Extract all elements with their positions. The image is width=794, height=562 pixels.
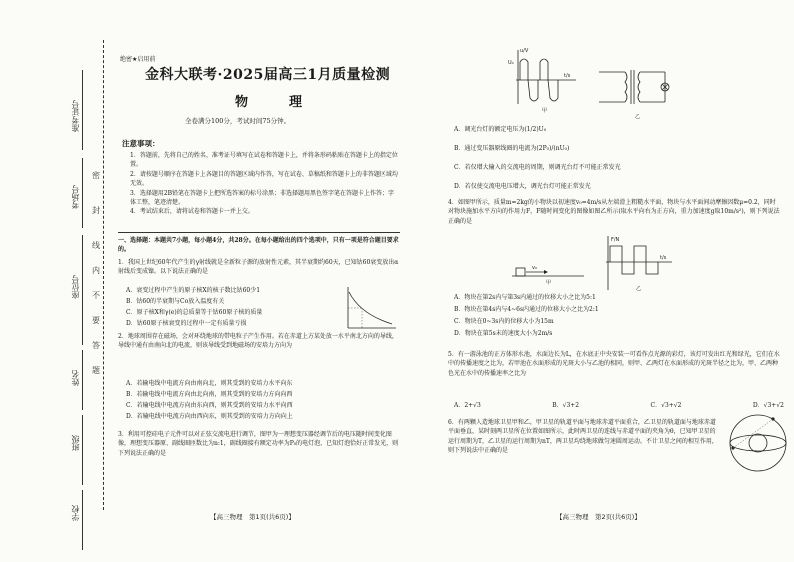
option-a: A．2+√3 bbox=[454, 402, 481, 409]
figure-label-b: 乙 bbox=[635, 114, 641, 120]
cut-char: 内 bbox=[92, 266, 100, 275]
binding-strip bbox=[0, 30, 112, 530]
cut-char: 线 bbox=[92, 241, 100, 250]
figure-label-b: 乙 bbox=[636, 286, 642, 292]
page-2-footer: 【高三物理 第2页(共6页)】 bbox=[556, 513, 641, 521]
cut-char: 密 bbox=[92, 171, 100, 180]
option-c: C．若输电线中电流方向由东向西，则其受到的安培力水平向西 bbox=[126, 402, 293, 409]
subject-title: 物 理 bbox=[235, 95, 317, 110]
figure-label-a: 甲 bbox=[542, 108, 548, 114]
note-item: 3．选择题用2B铅笔在答题卡上把所选答案的标号涂黑；非选择题用黑色签字笔在答题卡上作答；字体工整，笔迹清楚。 bbox=[130, 189, 395, 207]
v0-label: v₀ bbox=[532, 265, 537, 271]
f-axis-label: F/N bbox=[611, 237, 620, 243]
option-a: A．衰变过程中产生的原子核X的核子数比钴60少1 bbox=[126, 287, 261, 294]
secret-mark: 绝密★启用前 bbox=[120, 56, 156, 63]
cut-char: 答 bbox=[92, 341, 100, 350]
question-3-stem: 3．利用可控硅电子元件可以对正弦交流电进行调节，图甲为一理想变压器经调节后的电压随时间变化图像，理想变压器原、副线圈匝数比为n:1，副线圈接有额定功率为P₀的电灯泡，已知灯泡恰好正常发光，则下列说法正确的是 bbox=[118, 431, 399, 457]
option-c: C．原子核X和γ(e)的总质量等于钴60原子核的质量 bbox=[126, 309, 263, 316]
option-b: B．√3+2 bbox=[552, 402, 580, 409]
option-d: D．若仅使交流电电压增大，调光台灯可能正常发光 bbox=[454, 183, 591, 190]
question-1-options bbox=[126, 285, 346, 329]
question-1-stem: 1．我国上世纪60年代产生的γ射线就是全新粒子源的放射性元素，其半衰期约60天，已知钴60衰变放出α射线后变成镍。以下说法正确的是 bbox=[118, 259, 399, 276]
satellite-orbit-figure bbox=[725, 410, 791, 476]
figure-label-a: 甲 bbox=[546, 280, 552, 286]
blank-line bbox=[82, 415, 83, 485]
blank-line bbox=[82, 235, 83, 345]
question-4-options bbox=[454, 292, 784, 340]
question-5-stem: 5．有一游泳池的正方体形水池，水面边长为L，在水底正中央安装一可看作点光源的彩灯，该灯可发出红光和绿光，它们在水中的传播速度之比为，若甲池在水面形成的光斑大小与乙池的相同，则甲、乙两灯在水面形成的光斑半径之比为，甲、乙两种色光在水中的传播速率之比为 bbox=[448, 351, 780, 377]
force-time-graph bbox=[600, 234, 674, 292]
exam-number-label: 准考证号 bbox=[71, 100, 80, 132]
notes-heading: 注意事项： bbox=[122, 139, 160, 148]
t-axis-label: t/s bbox=[564, 73, 571, 79]
name-label: 姓名 bbox=[71, 370, 80, 386]
cut-char: 题 bbox=[92, 366, 100, 375]
u-axis-label: u/V bbox=[520, 48, 529, 54]
voltage-waveform-figure bbox=[508, 46, 578, 114]
exam-title: 金科大联考·2025届高三1月质量检测 bbox=[145, 67, 391, 83]
blank-line bbox=[82, 490, 83, 550]
block-on-surface-figure bbox=[510, 262, 586, 284]
notes-section bbox=[122, 138, 398, 217]
note-item: 1．答题前，先将自己的姓名、准考证号填写在试卷和答题卡上，并将条形码粘贴在答题卡上的指定位置。 bbox=[130, 152, 398, 169]
section-heading: 一、选择题：本题共7小题，每小题4分，共28分。在每小题给出的四个选项中，只有一项是符合题目要求的。 bbox=[118, 237, 399, 254]
cut-char: 要 bbox=[92, 316, 100, 325]
exam-meta: 全卷满分100分，考试时间75分钟。 bbox=[185, 117, 291, 125]
option-d: D．√3+√2 bbox=[752, 402, 784, 409]
option-a: A．若输电线中电流方向由南向北，则其受到的安培力水平向东 bbox=[126, 380, 293, 387]
class-label: 班级 bbox=[71, 435, 80, 451]
school-label: 学校 bbox=[71, 505, 80, 521]
option-a: A．调光台灯的额定电压为(1/2)U₀ bbox=[454, 126, 547, 133]
u0-label: U₀ bbox=[508, 60, 514, 66]
option-b: B．通过变压器原线圈的电流为(2P₀)/(nU₀) bbox=[454, 145, 570, 152]
question-2-stem: 2．地球周围存在磁场，会对环绕地球的带电粒子产生作用。若在赤道上方某处放一水平南北方向的导线，导线中通有由南向北的电流，则该导线受到地磁场的安培力方向为 bbox=[118, 333, 398, 350]
option-d: D．物块在第5s末的速度大小为2m/s bbox=[454, 330, 553, 337]
option-a: A．物块在第2s内与第3s内通过的位移大小之比为5:1 bbox=[454, 294, 596, 301]
page-1-footer: 【高三物理 第1页(共6页)】 bbox=[210, 513, 295, 521]
option-c: C．√3+√2 bbox=[650, 402, 682, 409]
room-number-label: 考场号 bbox=[71, 185, 80, 209]
decay-curve-figure bbox=[340, 284, 398, 334]
blank-line bbox=[82, 350, 83, 410]
cut-char: 封 bbox=[92, 206, 100, 215]
option-b: B．钴60的半衰期与Co放入温度有关 bbox=[126, 298, 225, 305]
option-d: D．钴60原子核衰变的过程中一定有质量亏损 bbox=[126, 320, 247, 327]
option-b: B．若输电线中电流方向由北向南，则其受到的安培力方向向西 bbox=[126, 391, 293, 398]
question-2-options bbox=[126, 378, 396, 422]
divider bbox=[118, 232, 400, 233]
option-c: C．物块在0~3s内的位移大小为15m bbox=[454, 318, 554, 325]
note-item: 4．考试结束后，请将试卷和答题卡一并上交。 bbox=[130, 208, 254, 216]
cut-char: 不 bbox=[92, 291, 100, 300]
transformer-circuit-figure bbox=[595, 60, 675, 120]
question-6-stem: 6．有两颗人造地球卫星甲和乙，甲卫星的轨道平面与地球赤道平面重合，乙卫星的轨道面与地球赤道平面垂直，某时刻两卫星所在位置如图所示，此时两卫星的连线与赤道平面的夹角为θ，已知甲卫星的运行周期为T，乙卫星的运行周期为nT，两卫星均绕地球做匀速圆周运动。不计卫星之间的相互作用，则下列说法中正确的是 bbox=[448, 419, 718, 455]
seat-number-label: 座位号 bbox=[71, 275, 80, 299]
option-b: B．物块在第4s内与4~6s内通过的位移大小之比为2:1 bbox=[454, 306, 599, 313]
question-3-options bbox=[454, 120, 784, 196]
option-c: C．若仅增大输入的交流电的周期，则调光台灯不可能正常发光 bbox=[454, 164, 621, 171]
blank-line bbox=[82, 158, 83, 228]
blank-line bbox=[82, 70, 83, 150]
t-axis-label: t/s bbox=[660, 255, 667, 261]
question-4-stem: 4．如图甲所示，质量m=2kg的小物块以初速度v₀=4m/s从左端滑上粗糙水平面，物块与水平面间动摩擦因数μ=0.2，同时对物块施加水平方向的作用力F，F随时间变化的图像如图乙所示(取水平向右为正方向，重力加速度g取10m/s²)，则下列说法正确的是 bbox=[448, 199, 780, 225]
note-item: 2．请按题号顺序在答题卡上各题目的答题区域内作答，写在试卷、草稿纸和答题卡上的非答题区域均无效。 bbox=[130, 170, 398, 188]
seal-line bbox=[103, 40, 104, 510]
option-d: D．若输电线中电流方向由西向东，则其受到的安培力方向向上 bbox=[126, 413, 293, 420]
